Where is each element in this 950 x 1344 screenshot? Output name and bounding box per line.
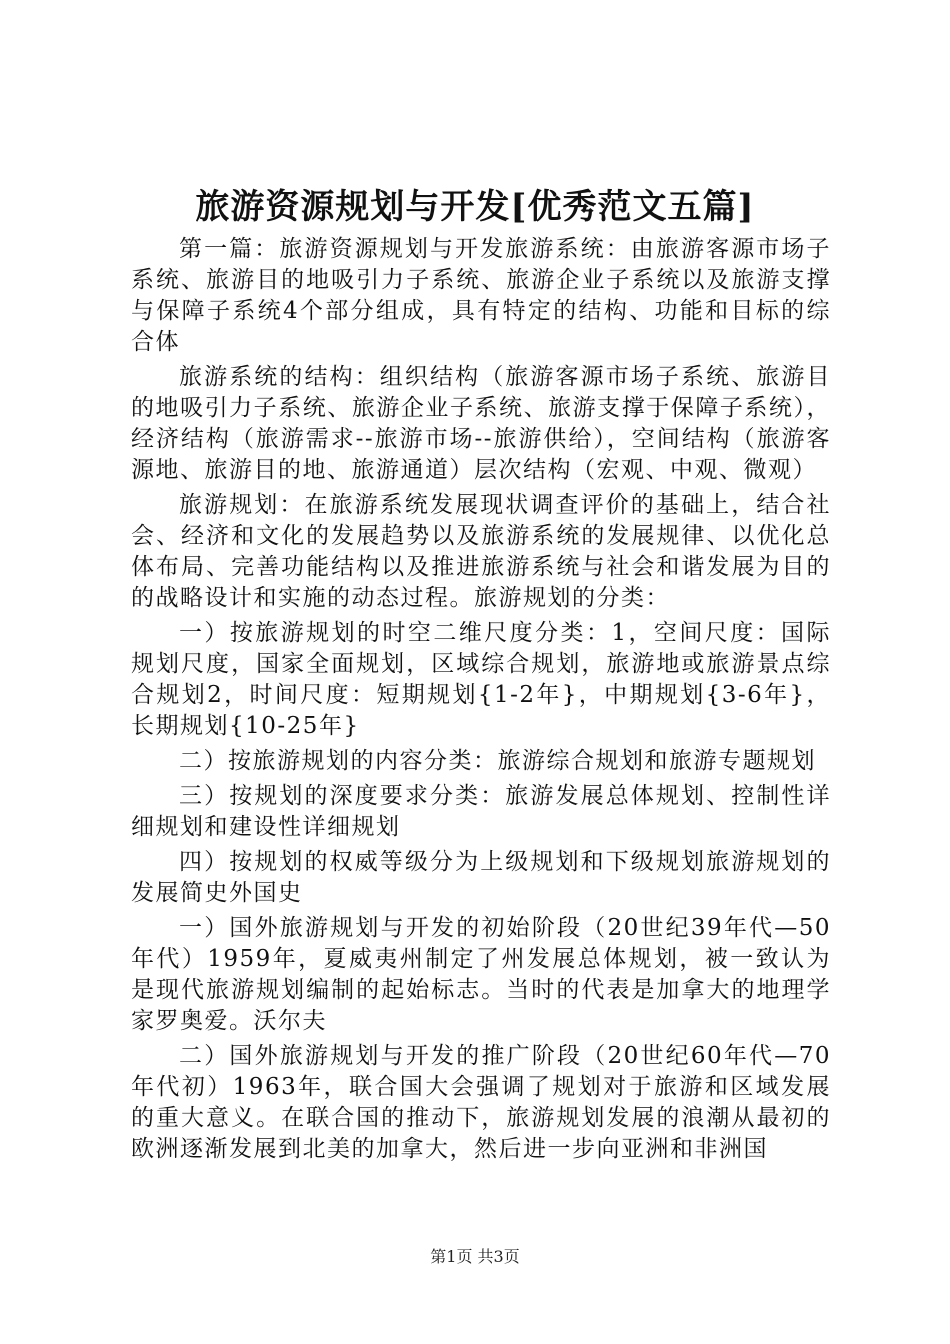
paragraph: 二）国外旅游规划与开发的推广阶段（20世纪60年代—70年代初）1963年，联合国大会强调了规划对于旅游和区域发展的重大意义。在联合国的推动下，旅游规划发展的浪潮从最初的欧洲逐渐发展到北美的加拿大，然后进一步向亚洲和非洲国 xyxy=(131,1043,831,1162)
paragraph: 四）按规划的权威等级分为上级规划和下级规划旅游规划的发展简史外国史 xyxy=(131,849,831,906)
document-title: 旅游资源规划与开发[优秀范文五篇] xyxy=(195,187,755,227)
paragraph: 一）国外旅游规划与开发的初始阶段（20世纪39年代—50年代）1959年，夏威夷州制定了州发展总体规划，被一致认为是现代旅游规划编制的起始标志。当时的代表是加拿大的地理学家罗奥爱。沃尔夫 xyxy=(131,915,831,1034)
paragraph: 第一篇：旅游资源规划与开发旅游系统：由旅游客源市场子系统、旅游目的地吸引力子系统、旅游企业子系统以及旅游支撑与保障子系统4个部分组成，具有特定的结构、功能和目标的综合体 xyxy=(131,236,831,355)
paragraph: 旅游系统的结构：组织结构（旅游客源市场子系统、旅游目的地吸引力子系统、旅游企业子系统、旅游支撑于保障子系统），经济结构（旅游需求--旅游市场--旅游供给），空间结构（旅游客源地、旅游目的地、旅游通道）层次结构（宏观、中观、微观） xyxy=(131,364,831,483)
paragraph: 一）按旅游规划的时空二维尺度分类：1，空间尺度：国际规划尺度，国家全面规划，区域综合规划，旅游地或旅游景点综合规划2，时间尺度：短期规划{1-2年}，中期规划{3-6年}，长期规划{10-25年} xyxy=(131,620,831,739)
page-number-footer: 第1页 共3页 xyxy=(430,1247,520,1266)
paragraph: 旅游规划：在旅游系统发展现状调查评价的基础上，结合社会、经济和文化的发展趋势以及旅游系统的发展规律、以优化总体布局、完善功能结构以及推进旅游系统与社会和谐发展为目的的战略设计和实施的动态过程。旅游规划的分类： xyxy=(131,492,831,611)
document-body xyxy=(131,234,831,1169)
paragraph: 二）按旅游规划的内容分类：旅游综合规划和旅游专题规划 xyxy=(179,748,816,774)
paragraph: 三）按规划的深度要求分类：旅游发展总体规划、控制性详细规划和建设性详细规划 xyxy=(131,783,831,840)
